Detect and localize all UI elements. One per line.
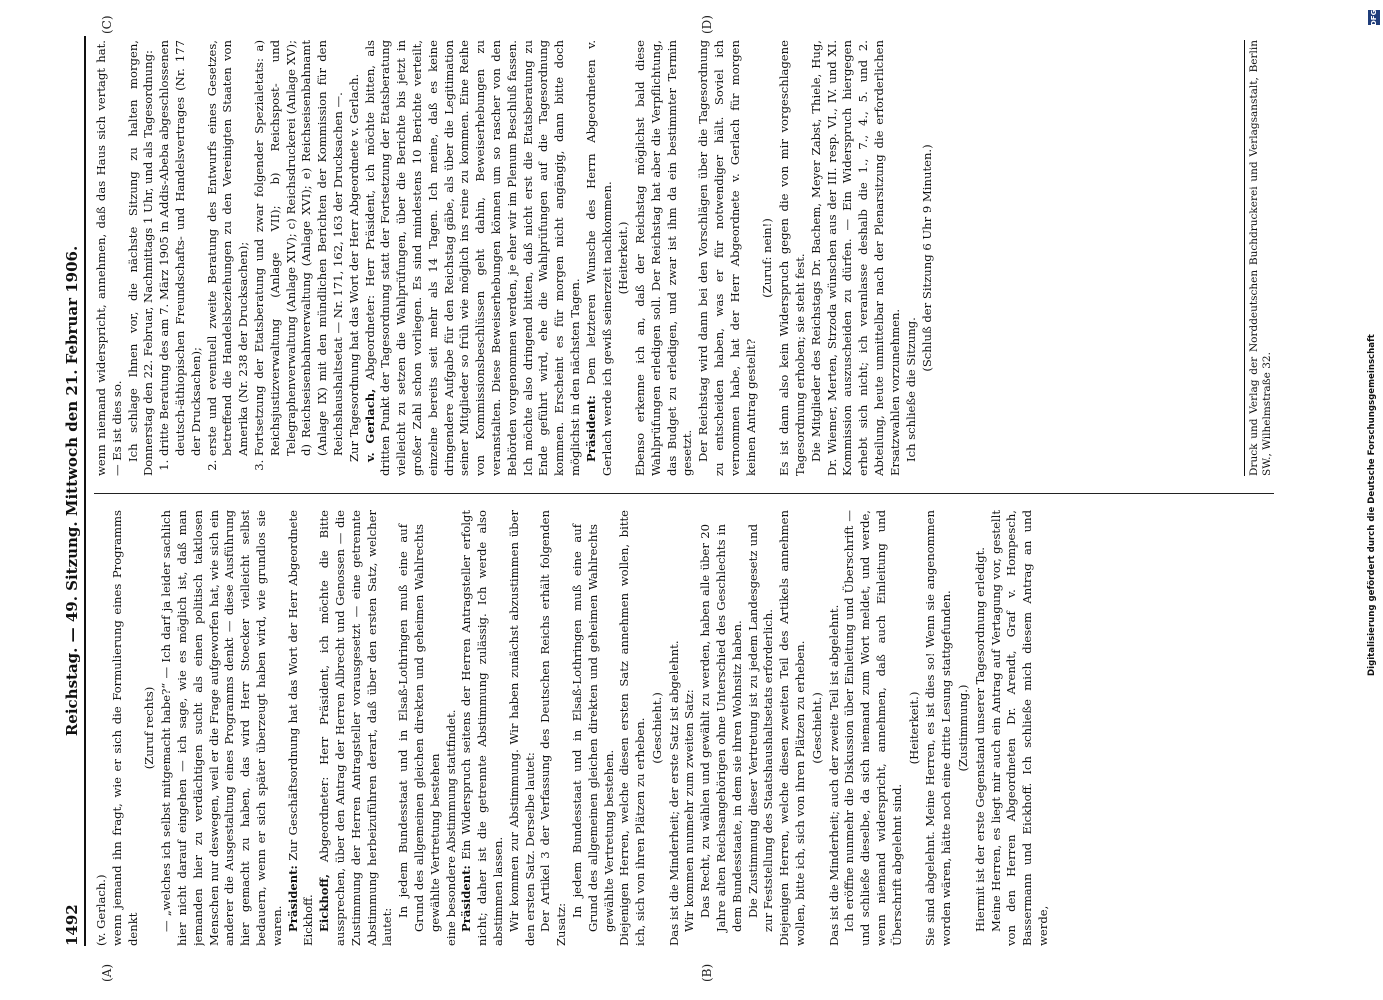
page-title: Reichstag. — 49. Sitzung. Mittwoch den 21. Februar 1906. <box>63 245 81 737</box>
stage-direction: (Heiterkeit.) <box>616 221 631 295</box>
dfg-logo: DFG <box>1370 9 1378 26</box>
agenda-item: 1. dritte Beratung des am 7. März 1905 in Addis-Abeba abgeschlossenen deutsch-äthiopischen Freundschafts- und Handelsvertrages (Nr. 177 der Drucksachen); <box>157 40 204 456</box>
paragraph: Ebenso erkenne ich an, daß der Reichstag möglichst bald diese Wahlprüfungen erledigen soll. Der Reichstag hat aber die Verpflichtung, das Budget zu erledigen, und zwar ist ihm da ein bestimmter Termin gesetzt. <box>633 40 695 476</box>
speech-text: Ein Widerspruch seitens der Herren Antragsteller erfolgt nicht; daher ist die getrennte Abstimmung zulässig. Ich werde also abstimmen lassen. <box>459 510 505 946</box>
speaker-name: v. Gerlach, <box>362 388 377 462</box>
paragraph: Es ist dann also kein Widerspruch gegen die von mir vorgeschlagene Tagesordnung erhoben; sie steht fest. <box>777 40 808 476</box>
text-columns <box>94 36 1274 946</box>
paragraph: — „welches ich selbst mitgemacht habe?“ — Ich darf ja leider sachlich hier nicht darauf eingehen — ich sage, wie es möglich ist, daß man jemanden hier zu verdächtigen sucht als einen politisch taktlosen Menschen nur deswegen, weil er die Frage aufgeworfen hat, wie sich ein anderer die Ausgestaltung eines Programms denkt — diese Ausführung hier gemacht zu haben, das wird Herr Stoecker vielleicht selbst bedauern, wenn er sich später überzeugt haben wird, wie grundlos sie waren. <box>159 510 284 946</box>
speech <box>584 40 616 476</box>
stage-direction: (Schluß der Sitzung 6 Uhr 9 Minuten.) <box>920 144 935 372</box>
paragraph: Zur Tagesordnung hat das Wort der Herr Abgeordnete v. Gerlach. <box>346 73 361 462</box>
quoted-motion: In jedem Bundesstaat und in Elsaß-Lothringen muß eine auf Grund des allgemeinen gleichen direkten und geheimen Wahlrechts gewählte Vertretung bestehen <box>396 524 442 932</box>
stage-direction: (Zuruf rechts) <box>142 686 157 770</box>
paragraph: Meine Herren, es liegt mir auch ein Antrag auf Vertagung vor, gestellt von den Herren Abgeordneten Dr. Arendt, Graf v. Hompesch, Bassermann und Eickhoff. Ich schließe mich diesem Antrag an und werde, <box>988 510 1051 946</box>
paragraph: wenn jemand ihn fragt, wie er sich die Formulierung eines Programms denkt <box>109 510 140 946</box>
paragraph: Ich schließe die Sitzung. <box>903 317 918 462</box>
stage-direction: (Geschieht.) <box>809 692 824 764</box>
speaker-name: Präsident: <box>459 865 474 932</box>
paragraph: Sie sind abgelehnt. Meine Herren, es ist dies so! Wenn sie angenommen worden wären, hätte noch eine dritte Lesung stattgefunden. <box>923 510 954 946</box>
speaker-name: Präsident: <box>285 865 300 932</box>
paragraph: Ich eröffne nunmehr die Diskussion über Einleitung und Überschrift — und schließe dieselbe, da sich niemand zum Wort meldet, und werde, wenn niemand widerspricht, annehmen, daß auch Einleitung und Überschrift abgelehnt sind. <box>842 510 904 946</box>
speech-text: Dem letzteren Wunsche des Herrn Abgeordneten v. Gerlach werde ich gewiß seinerzeit nachkommen. <box>583 40 614 476</box>
speech-text: Abgeordneter: Herr Präsident, ich möchte die Bitte aussprechen, über den Antrag der Herren Albrecht und Genossen — die Zustimmung der Herren Antragsteller vorausgesetzt — eine getrennte Abstimmung herbeizuführen derart, daß über den ersten Satz, welcher lautet: <box>317 510 395 946</box>
agenda-list <box>157 40 347 476</box>
paragraph: eine besondere Abstimmung stattfindet. <box>443 709 458 946</box>
page-number: 1492 <box>63 904 81 946</box>
page-header <box>60 36 86 946</box>
right-column <box>94 40 1274 476</box>
margin-marker-d: (D) <box>700 15 714 34</box>
stage-direction: (Zuruf: nein!) <box>760 218 775 298</box>
paragraph: wenn niemand widerspricht, annehmen, daß das Haus sich vertagt hat. — Es ist dies so. <box>94 40 124 476</box>
paragraph: Diejenigen Herren, welche diesen ersten Satz annehmen wollen, bitte ich, sich von ihren Plätzen zu erheben. <box>617 510 648 946</box>
stage-direction: (Geschieht.) <box>649 692 664 764</box>
paragraph: Diejenigen Herren, welche diesen zweiten Teil des Artikels annehmen wollen, bitte ich, sich von ihren Plätzen zu erheben. <box>777 510 808 946</box>
digitization-footer: Digitalisierung gefördert durch die Deutsche Forschungsgemeinschaft <box>1367 334 1377 676</box>
margin-marker-c: (C) <box>100 15 114 34</box>
quoted-motion: Das Recht, zu wählen und gewählt zu werden, haben alle über 20 Jahre alten Reichsangehörigen ohne Unterschied des Geschlechts in dem Bundesstaate, in dem sie ihren Wohnsitz haben. <box>698 524 744 932</box>
right-column-body <box>94 40 936 476</box>
quoted-motion: In jedem Bundesstaat und in Elsaß-Lothringen muß eine auf Grund des allgemeinen gleichen direkten und geheimen Wahlrechts gewählte Vertretung bestehen. <box>569 524 616 932</box>
paragraph: Der Artikel 3 der Verfassung des Deutschen Reichs erhält folgenden Zusatz: <box>538 510 569 946</box>
paragraph: Hiermit ist der erste Gegenstand unserer Tagesordnung erledigt. <box>972 547 987 932</box>
speaker-name: Präsident: <box>583 395 598 462</box>
speech <box>363 40 584 476</box>
paragraph: Ich schlage Ihnen vor, die nächste Sitzung zu halten morgen, Donnerstag den 22. Februar, Nachmittags 1 Uhr, und als Tagesordnung: <box>125 40 156 476</box>
stage-direction: (Zustimmung.) <box>956 684 971 772</box>
column-divider <box>94 493 1274 494</box>
paragraph: Wir kommen nunmehr zum zweiten Satz: <box>682 689 697 932</box>
margin-marker-a: (A) <box>100 963 114 982</box>
quoted-motion: Die Zustimmung dieser Vertretung ist zu jedem Landesgesetz und zur Feststellung des Staatshaushaltsetats erforderlich. <box>745 524 776 932</box>
speaker-name: Eickhoff, <box>317 873 332 932</box>
speech-text: Zur Geschäftsordnung hat das Wort der Herr Abgeordnete Eickhoff. <box>285 510 316 946</box>
speech-text: Abgeordneter: Herr Präsident, ich möchte bitten, als dritten Punkt der Tagesordnung statt der Fortsetzung der Etatsberatung vielleicht zu setzen die Wahlprüfungen, über die Berichte bis jetzt in großer Zahl schon vorliegen. Es sind mindestens 10 Berichte verteilt, einzelne bereits seit mehr als 14 Tagen. Ich meine, daß es keine dringendere Aufgabe für den Reichstag gäbe, als über die Legitimation seiner Mitglieder so früh wie möglich ins reine zu kommen. Eine Reihe von Kommissionsbeschlüssen geht dahin, Beweiserhebungen zu veranstalten. Diese Beweiserhebungen können um so rascher von den Behörden vorgenommen werden, je eher wir im Plenum Beschluß fassen. Ich möchte also dringend bitten, daß nicht erst die Etatsberatung zu Ende geführt wird, ehe die Wahlprüfungen auf die Tagesordnung kommen. Erscheint es für morgen nicht angängig, dann bitte doch möglichst in den nächsten Tagen. <box>362 40 582 476</box>
paragraph: Der Reichstag wird dann bei den Vorschlägen über die Tagesordnung zu entscheiden haben, was er für notwendiger hält. Soviel ich vernommen habe, hat der Herr Abgeordnete v. Gerlach für morgen keinen Antrag gestellt? <box>696 40 758 476</box>
stage-direction: (Heiterkeit.) <box>906 691 921 765</box>
agenda-item: 3. Fortsetzung der Etatsberatung und zwar folgender Spezialetats: a) Reichsjustizverwaltung (Anlage VII); b) Reichspost- und Telegraphenverwaltung (Anlage XIV); c) Reichsdruckerei (Anlage XV); d) Reichseisenbahnverwaltung (Anlage XVI); e) Reichseisenbahnamt (Anlage IX) mit den mündlichen Berichten der Kommission für den Reichshaushaltsetat — Nr. 171, 162, 163 der Drucksachen —. <box>252 40 347 456</box>
paragraph: (v. Gerlach.) <box>94 874 108 946</box>
printer-imprint: Druck und Verlag der Norddeutschen Buchdruckerei und Verlagsanstalt, Berlin SW., Wilhelmstraße 32. <box>1244 40 1274 476</box>
paragraph: Die Mitglieder des Reichstags Dr. Bachem, Meyer Zabst, Thiele, Hug, Dr. Wiemer, Merten, Strzoda wünschen aus der III. resp. VI., IV. und XI. Kommission auszuscheiden zu dürfen. — Ein Widerspruch hiergegen erhebt sich nicht; ich veranlasse deshalb die 1., 7., 4., 5. und 2. Abteilung, heute unmittelbar nach der Plenarsitzung die erforderlichen Ersatzwahlen vorzunehmen. <box>808 40 902 476</box>
margin-marker-b: (B) <box>700 963 714 982</box>
left-column <box>94 510 1274 946</box>
paragraph: Das ist die Minderheit; auch der zweite Teil ist abgelehnt. <box>826 604 841 946</box>
paragraph: Wir kommen zur Abstimmung. Wir haben zunächst abzustimmen über den ersten Satz. Derselbe lautet: <box>506 510 537 946</box>
speech <box>317 510 396 946</box>
speech <box>286 510 318 946</box>
paragraph: Das ist die Minderheit; der erste Satz ist abgelehnt. <box>666 640 681 946</box>
agenda-item: 2. erste und eventuell zweite Beratung des Entwurfs eines Gesetzes, betreffend die Handelsbeziehungen zu den Vereinigten Staaten von Amerika (Nr. 238 der Drucksachen); <box>205 40 252 456</box>
speech <box>459 510 506 946</box>
